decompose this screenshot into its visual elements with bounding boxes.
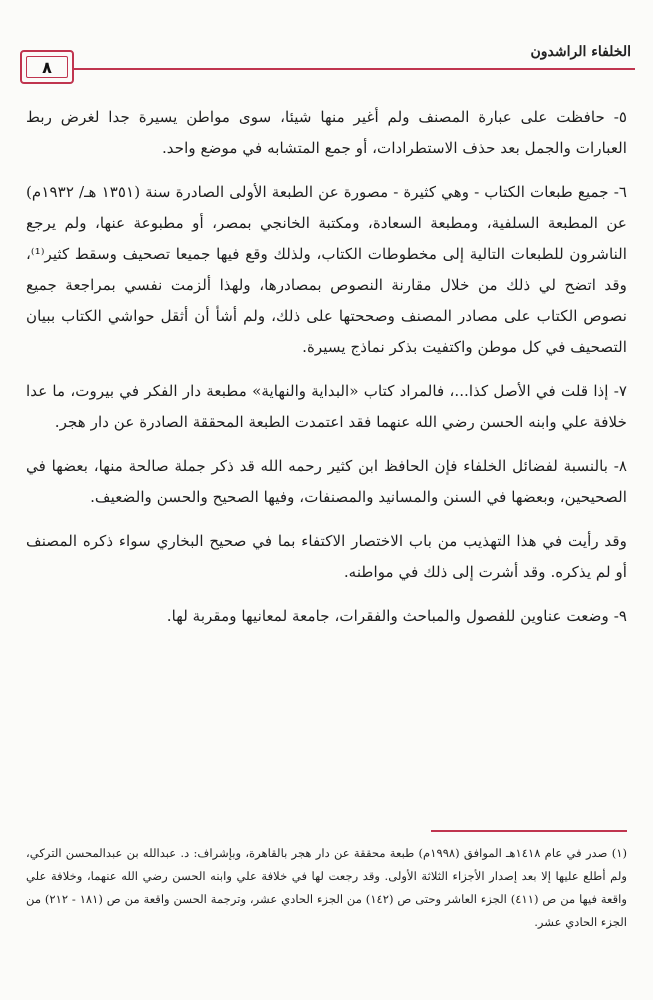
paragraph-8-continued: وقد رأيت في هذا التهذيب من باب الاختصار الاكتفاء بما في صحيح البخاري سواء ذكره المصنف أو لم يذكره. وقد أشرت إلى ذلك في مواطنه. — [26, 532, 627, 581]
paragraph-6: ٦- جميع طبعات الكتاب - وهي كثيرة - مصورة عن الطبعة الأولى الصادرة سنة (١٣٥١ هـ/ ١٩٣٢م) عن المطبعة السلفية، ومطبعة السعادة، ومكتبة الخانجي بمصر، أو مطبوعة عنها، ولم يرجع الناشرون للطبعات التالية إلى مخطوطات الكتاب، ولذلك وقع فيها جميعا تصحيف وسقط كثير⁽¹⁾، وقد اتضح لي ذلك من خلال مقارنة النصوص بمصادرها، ولهذا ألزمت نفسي بمراجعة جميع نصوص الكتاب على مصادر المصنف وصححتها على ذلك، ولم أشأ أن أثقل حواشي الكتاب ببيان التصحيف في كل موطن واكتفيت بذكر نماذج يسيرة. — [26, 183, 627, 356]
running-title: الخلفاء الراشدون — [530, 44, 631, 60]
page-number: ٨ — [42, 57, 52, 77]
footnotes — [26, 842, 627, 934]
footnote-separator — [431, 830, 627, 832]
page-header — [18, 44, 635, 88]
page-number-frame — [20, 50, 74, 84]
header-rule — [74, 68, 635, 70]
paragraph-8: ٨- بالنسبة لفضائل الخلفاء فإن الحافظ ابن كثير رحمه الله قد ذكر جملة صالحة منها، بعضها في الصحيحين، وبعضها في السنن والمسانيد والمصنفات، وفيها الصحيح والحسن والضعيف. — [26, 457, 627, 506]
paragraph-9: ٩- وضعت عناوين للفصول والمباحث والفقرات، جامعة لمعانيها ومقربة لها. — [166, 607, 627, 625]
footnote-1: (١) صدر في عام ١٤١٨هـ الموافق (١٩٩٨م) طبعة محققة عن دار هجر بالقاهرة، وبإشراف: د. عبدالله بن عبدالمحسن التركي، ولم أطلع عليها إلا بعد إصدار الأجزاء الثلاثة الأولى. وقد رجعت لها في خلافة علي وابنه الحسن رضي الله عنهما، وخلافة علي واقعة فيها من ص (٤١١) الجزء العاشر وحتى ص (١٤٢) من الجزء الحادي عشر، وترجمة الحسن واقعة من ص (١٨١ - ٢١٢) من الجزء الحادي عشر. — [26, 846, 627, 929]
paragraph-5: ٥- حافظت على عبارة المصنف ولم أغير منها شيئا، سوى مواطن يسيرة جدا لغرض ربط العبارات والجمل بعد حذف الاستطرادات، أو جمع المتشابه في موضع واحد. — [26, 108, 627, 157]
body-text — [26, 102, 627, 645]
paragraph-7: ٧- إذا قلت في الأصل كذا...، فالمراد كتاب «البداية والنهاية» مطبعة دار الفكر في بيروت، ما عدا خلافة علي وابنه الحسن رضي الله عنهما فقد اعتمدت الطبعة المحققة الصادرة عن دار هجر. — [26, 382, 627, 431]
